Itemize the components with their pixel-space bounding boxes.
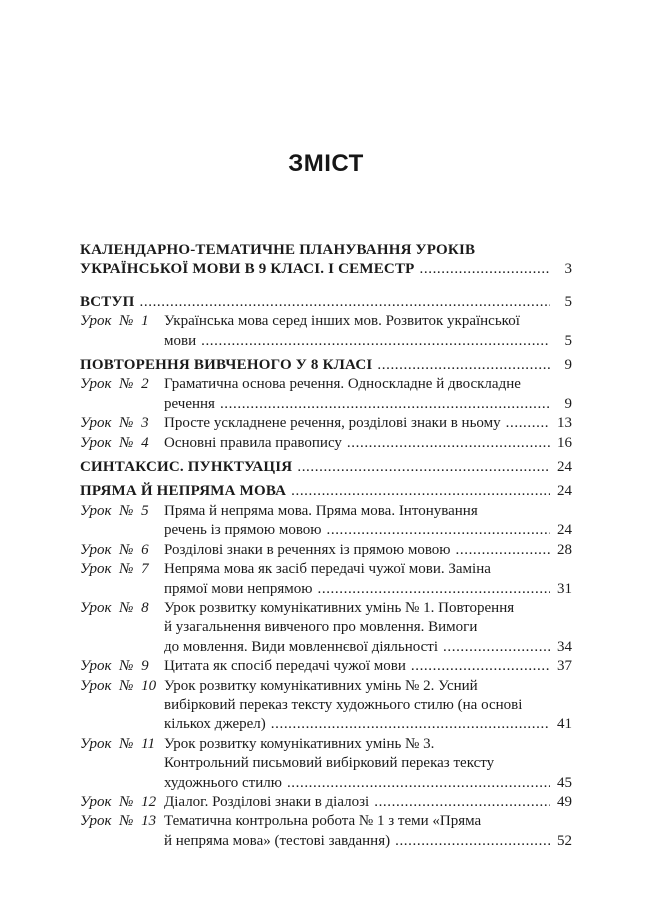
toc-line: [80, 832, 572, 851]
entry-title: Тематична контрольна робота № 1 з теми «Пряма: [164, 813, 482, 830]
dot-leader: [318, 580, 551, 599]
entry-title: й узагальнення вивченого про мовлення. Вимоги: [164, 619, 478, 636]
dot-leader: [420, 260, 550, 279]
toc-line: [80, 482, 572, 501]
toc-entry-lesson: [80, 502, 572, 541]
entry-title: Урок розвитку комунікативних умінь № 1. Повторення: [164, 599, 515, 616]
page-number: 9: [564, 395, 572, 412]
entry-title: до мовлення. Види мовленнєвої діяльності: [164, 638, 439, 655]
page-number: 24: [557, 483, 572, 500]
toc-line: [80, 260, 572, 279]
dot-leader: [443, 638, 550, 657]
toc-entry-lesson: [80, 375, 572, 414]
entry-title: Граматична основа речення. Односкладне й двоскладне: [164, 376, 521, 393]
dot-leader: [347, 434, 550, 453]
toc-entry-section: [80, 241, 572, 280]
toc-entry-lesson: [80, 414, 572, 433]
entry-title: Розділові знаки в реченнях із прямою мовою: [164, 541, 451, 558]
toc-line: [80, 293, 572, 312]
page-number: 45: [557, 774, 572, 791]
entry-title: Пряма й непряма мова. Пряма мова. Інтонування: [164, 502, 478, 519]
toc-entry-lesson: [80, 657, 572, 676]
toc-entry-lesson: [80, 599, 572, 657]
toc-entry-lesson: [80, 812, 572, 851]
page-number: 3: [564, 261, 572, 278]
toc-line: [80, 618, 572, 637]
toc-line: [80, 735, 572, 754]
entry-title: й непряма мова» (тестові завдання): [164, 832, 391, 849]
page-number: 31: [557, 580, 572, 597]
toc-line: [80, 657, 572, 676]
toc-entry-section: [80, 458, 572, 477]
dot-leader: [395, 832, 550, 851]
toc-entry-lesson: [80, 434, 572, 453]
lesson-label: Урок № 4: [80, 434, 149, 451]
toc-line: [80, 458, 572, 477]
toc-line: [80, 715, 572, 734]
toc-line: [80, 332, 572, 351]
toc-line: [80, 812, 572, 831]
toc-line: [80, 312, 572, 331]
page-number: 16: [557, 434, 572, 451]
toc-entry-lesson: [80, 793, 572, 812]
toc-line: [80, 241, 572, 260]
entry-title: УКРАЇНСЬКОЇ МОВИ В 9 КЛАСІ. І СЕМЕСТР: [80, 261, 415, 278]
dot-leader: [201, 332, 550, 351]
toc-entry-lesson: [80, 677, 572, 735]
toc-line: [80, 599, 572, 618]
toc-line: [80, 434, 572, 453]
toc-line: [80, 754, 572, 773]
page-number: 5: [564, 293, 572, 310]
entry-title: ПОВТОРЕННЯ ВИВЧЕНОГО У 8 КЛАСІ: [80, 357, 373, 374]
entry-title: Основні правила правопису: [164, 434, 342, 451]
toc-line: [80, 793, 572, 812]
toc-entry-lesson: [80, 560, 572, 599]
entry-title: вибірковий переказ тексту художнього стилю (на основі: [164, 696, 523, 713]
dot-leader: [506, 414, 550, 433]
lesson-label: Урок № 3: [80, 415, 149, 432]
lesson-label: Урок № 7: [80, 561, 149, 578]
entry-title: Контрольний письмовий вибірковий переказ тексту: [164, 755, 495, 772]
entry-title: прямої мови непрямою: [164, 580, 313, 597]
entry-title: Українська мова серед інших мов. Розвиток української: [164, 313, 520, 330]
lesson-label: Урок № 5: [80, 502, 149, 519]
page-number: 28: [557, 541, 572, 558]
dot-leader: [456, 541, 550, 560]
lesson-label: Урок № 2: [80, 376, 149, 393]
dot-leader: [411, 657, 550, 676]
toc-line: [80, 580, 572, 599]
toc-line: [80, 560, 572, 579]
lesson-label: Урок № 1: [80, 313, 149, 330]
lesson-label: Урок № 10: [80, 677, 157, 694]
entry-title: Урок розвитку комунікативних умінь № 3.: [164, 735, 435, 752]
toc-line: [80, 696, 572, 715]
toc-line: [80, 375, 572, 394]
dot-leader: [374, 793, 550, 812]
toc-entry-section: [80, 356, 572, 375]
toc-line: [80, 638, 572, 657]
lesson-label: Урок № 13: [80, 813, 157, 830]
page-number: 5: [564, 332, 572, 349]
dot-leader: [327, 521, 551, 540]
page-number: 49: [557, 793, 572, 810]
entry-title: Непряма мова як засіб передачі чужої мови. Заміна: [164, 561, 491, 578]
lesson-label: Урок № 6: [80, 541, 149, 558]
dot-leader: [271, 715, 550, 734]
entry-title: художнього стилю: [164, 774, 282, 791]
entry-title: речення: [164, 395, 215, 412]
toc-line: [80, 395, 572, 414]
toc-entry-lesson: [80, 541, 572, 560]
toc-line: [80, 502, 572, 521]
page-number: 9: [564, 357, 572, 374]
dot-leader: [287, 774, 550, 793]
toc-line: [80, 677, 572, 696]
entry-title: СИНТАКСИС. ПУНКТУАЦІЯ: [80, 459, 293, 476]
entry-title: Діалог. Розділові знаки в діалозі: [164, 793, 370, 810]
toc-line: [80, 356, 572, 375]
dot-leader: [291, 482, 550, 501]
toc-line: [80, 774, 572, 793]
page-number: 24: [557, 459, 572, 476]
dot-leader: [140, 293, 550, 312]
toc-entry-lesson: [80, 735, 572, 793]
entry-title: ПРЯМА Й НЕПРЯМА МОВА: [80, 483, 287, 500]
lesson-label: Урок № 12: [80, 793, 157, 810]
page-number: 41: [557, 716, 572, 733]
entry-title: мови: [164, 332, 197, 349]
dot-leader: [220, 395, 550, 414]
dot-leader: [297, 458, 550, 477]
toc-entry-section: [80, 482, 572, 501]
dot-leader: [377, 356, 550, 375]
page-number: 24: [557, 522, 572, 539]
lesson-label: Урок № 11: [80, 735, 156, 752]
page-number: 52: [557, 832, 572, 849]
toc-entry-lesson: [80, 312, 572, 351]
toc-entry-section: [80, 293, 572, 312]
lesson-label: Урок № 8: [80, 599, 149, 616]
page-number: 13: [557, 415, 572, 432]
entry-title: Урок розвитку комунікативних умінь № 2. Усний: [164, 677, 478, 694]
lesson-label: Урок № 9: [80, 658, 149, 675]
page-title: ЗМІСТ: [288, 150, 364, 177]
entry-title: речень із прямою мовою: [164, 522, 322, 539]
entry-title: Цитата як спосіб передачі чужої мови: [164, 658, 406, 675]
entry-title: ВСТУП: [80, 293, 135, 310]
page-number: 34: [557, 638, 572, 655]
toc-line: [80, 541, 572, 560]
toc-line: [80, 414, 572, 433]
entry-title: Просте ускладнене речення, розділові знаки в ньому: [164, 415, 501, 432]
toc-line: [80, 521, 572, 540]
page-number: 37: [557, 658, 572, 675]
toc: [80, 241, 572, 851]
entry-title: кількох джерел): [164, 716, 266, 733]
entry-title: КАЛЕНДАРНО-ТЕМАТИЧНЕ ПЛАНУВАННЯ УРОКІВ: [80, 242, 476, 258]
